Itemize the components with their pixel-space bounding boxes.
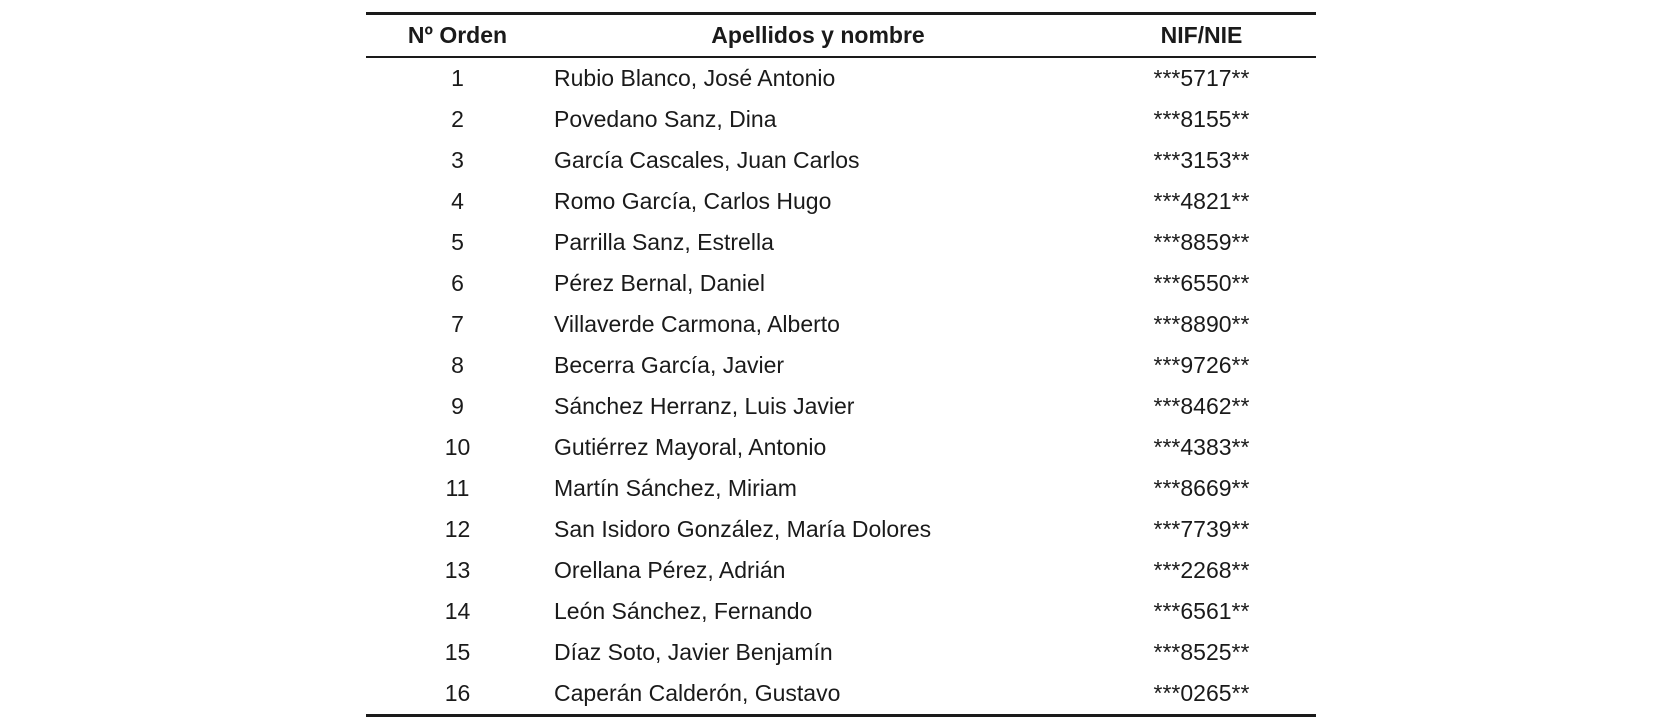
cell-order: 5: [451, 229, 464, 255]
cell-name: Díaz Soto, Javier Benjamín: [554, 639, 833, 665]
cell-name: León Sánchez, Fernando: [554, 598, 813, 624]
cell-nif: ***8890**: [1153, 311, 1250, 337]
cell-nif: ***8155**: [1153, 106, 1250, 132]
cell-name: Martín Sánchez, Miriam: [554, 475, 797, 501]
table-row: [366, 427, 1316, 468]
table-row: [366, 222, 1316, 263]
cell-name: Villaverde Carmona, Alberto: [554, 311, 840, 337]
header-name: Apellidos y nombre: [549, 14, 1087, 58]
table-body: [366, 57, 1316, 716]
table-row: [366, 181, 1316, 222]
cell-order: 3: [451, 147, 464, 173]
cell-order: 6: [451, 270, 464, 296]
cell-name: Romo García, Carlos Hugo: [554, 188, 832, 214]
cell-order: 2: [451, 106, 464, 132]
cell-order: 14: [444, 598, 471, 624]
table-row: [366, 345, 1316, 386]
table-row: [366, 509, 1316, 550]
cell-order: 11: [445, 475, 470, 501]
cell-nif: ***3153**: [1153, 147, 1250, 173]
table-row: [366, 468, 1316, 509]
cell-nif: ***2268**: [1153, 557, 1250, 583]
cell-order: 8: [451, 352, 464, 378]
table-row: [366, 550, 1316, 591]
cell-nif: ***0265**: [1087, 673, 1316, 716]
cell-nif: ***8859**: [1153, 229, 1250, 255]
cell-name: Becerra García, Javier: [554, 352, 785, 378]
cell-order: 12: [444, 516, 471, 542]
candidates-table-container: [366, 12, 1316, 717]
cell-order: 4: [451, 188, 464, 214]
cell-order: 10: [444, 434, 471, 460]
table-row: [366, 263, 1316, 304]
cell-name: Pérez Bernal, Daniel: [554, 270, 765, 296]
table-row: [366, 632, 1316, 673]
cell-order: 7: [451, 311, 464, 337]
cell-order: 13: [444, 557, 471, 583]
table-row: [366, 304, 1316, 345]
cell-name: Gutiérrez Mayoral, Antonio: [554, 434, 827, 460]
cell-nif: ***6550**: [1153, 270, 1250, 296]
cell-order: 9: [451, 393, 464, 419]
cell-name: Caperán Calderón, Gustavo: [549, 673, 1087, 716]
cell-nif: ***4383**: [1153, 434, 1250, 460]
cell-name: García Cascales, Juan Carlos: [554, 147, 860, 173]
cell-nif: ***8525**: [1153, 639, 1250, 665]
table-row: [366, 99, 1316, 140]
header-order: Nº Orden: [366, 14, 549, 58]
table-row: [366, 386, 1316, 427]
header-row: [366, 14, 1316, 58]
cell-nif: ***6561**: [1153, 598, 1250, 624]
table-header: [366, 14, 1316, 58]
cell-order: 16: [366, 673, 549, 716]
cell-nif: ***9726**: [1153, 352, 1250, 378]
cell-name: Orellana Pérez, Adrián: [554, 557, 786, 583]
cell-nif: ***5717**: [1153, 65, 1250, 91]
cell-nif: ***8669**: [1153, 475, 1250, 501]
cell-name: Sánchez Herranz, Luis Javier: [554, 393, 855, 419]
cell-nif: ***4821**: [1153, 188, 1250, 214]
table-row: [366, 140, 1316, 181]
table-row: [366, 673, 1316, 716]
candidates-table: [366, 12, 1316, 717]
cell-name: San Isidoro González, María Dolores: [554, 516, 932, 542]
cell-name: Parrilla Sanz, Estrella: [554, 229, 774, 255]
cell-name: Rubio Blanco, José Antonio: [554, 65, 836, 91]
cell-name: Povedano Sanz, Dina: [554, 106, 777, 132]
table-row: [366, 57, 1316, 99]
cell-order: 15: [444, 639, 471, 665]
cell-nif: ***8462**: [1153, 393, 1250, 419]
cell-order: 1: [451, 65, 464, 91]
cell-nif: ***7739**: [1153, 516, 1250, 542]
table-row: [366, 591, 1316, 632]
header-nif: NIF/NIE: [1087, 14, 1316, 58]
